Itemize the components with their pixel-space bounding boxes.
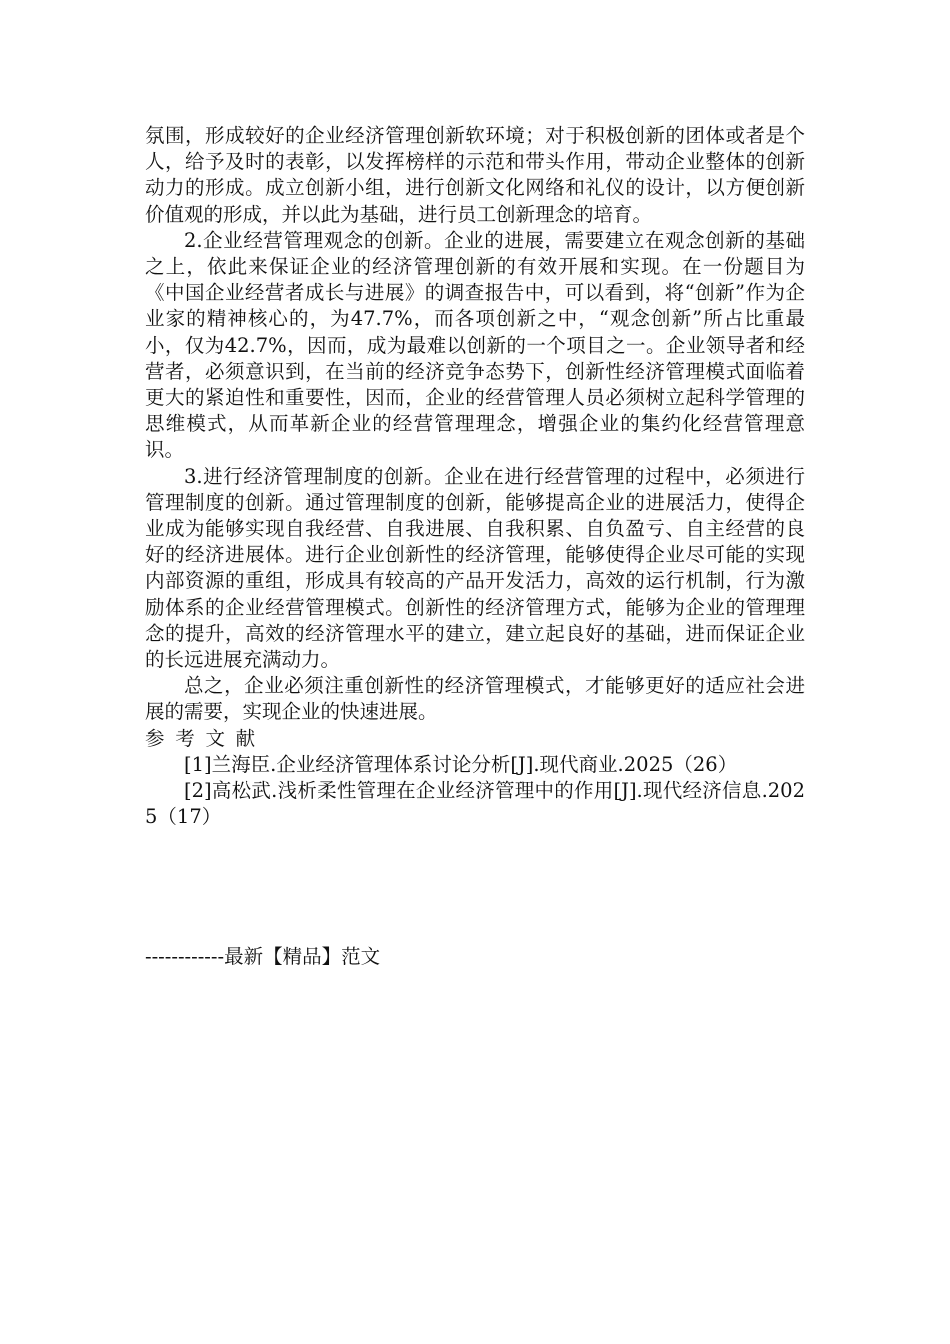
paragraph-management-system-innovation: 3.进行经济管理制度的创新。企业在进行经营管理的过程中，必须进行管理制度的创新。通过管理制度的创新，能够提高企业的进展活力，使得企业成为能够实现自我经营、自我进展、自我积累、自负盈亏、自主经营的良好的经济进展体。进行企业创新性的经济管理，能够使得企业尽可能的实现内部资源的重组，形成具有较高的产品开发活力，高效的运行机制，行为激励体系的企业经营管理模式。创新性的经济管理方式，能够为企业的管理理念的提升，高效的经济管理水平的建立，建立起良好的基础，进而保证企业的长远进展充满动力。 [145,464,805,672]
paragraph-management-concept-innovation: 2.企业经营管理观念的创新。企业的进展，需要建立在观念创新的基础之上，依此来保证企业的经济管理创新的有效开展和实现。在一份题目为《中国企业经营者成长与进展》的调查报告中，可以看到，将“创新”作为企业家的精神核心的，为47.7%，而各项创新之中，“观念创新”所占比重最小，仅为42.7%，因而，成为最难以创新的一个项目之一。企业领导者和经营者，必须意识到，在当前的经济竞争态势下，创新性经济管理模式面临着更大的紧迫性和重要性，因而，企业的经营管理人员必须树立起科学管理的思维模式，从而革新企业的经营管理理念，增强企业的集约化经营管理意识。 [145,228,805,462]
paragraph-continuation: 氛围，形成较好的企业经济管理创新软环境；对于积极创新的团体或者是个人，给予及时的表彰，以发挥榜样的示范和带头作用，带动企业整体的创新动力的形成。成立创新小组，进行创新文化网络和礼仪的设计，以方便创新价值观的形成，并以此为基础，进行员工创新理念的培育。 [145,124,805,226]
document-body [145,123,805,830]
reference-item: [2]高松武.浅析柔性管理在企业经济管理中的作用[J].现代经济信息.2025（17） [145,779,805,829]
paragraph-conclusion: 总之，企业必须注重创新性的经济管理模式，才能够更好的适应社会进展的需要，实现企业的快速进展。 [145,674,805,724]
references-heading: 参考文献 [145,726,266,750]
footer-label: ------------最新【精品】范文 [145,945,381,968]
reference-item: [1]兰海臣.企业经济管理体系讨论分析[J].现代商业.2025（26） [184,752,738,776]
